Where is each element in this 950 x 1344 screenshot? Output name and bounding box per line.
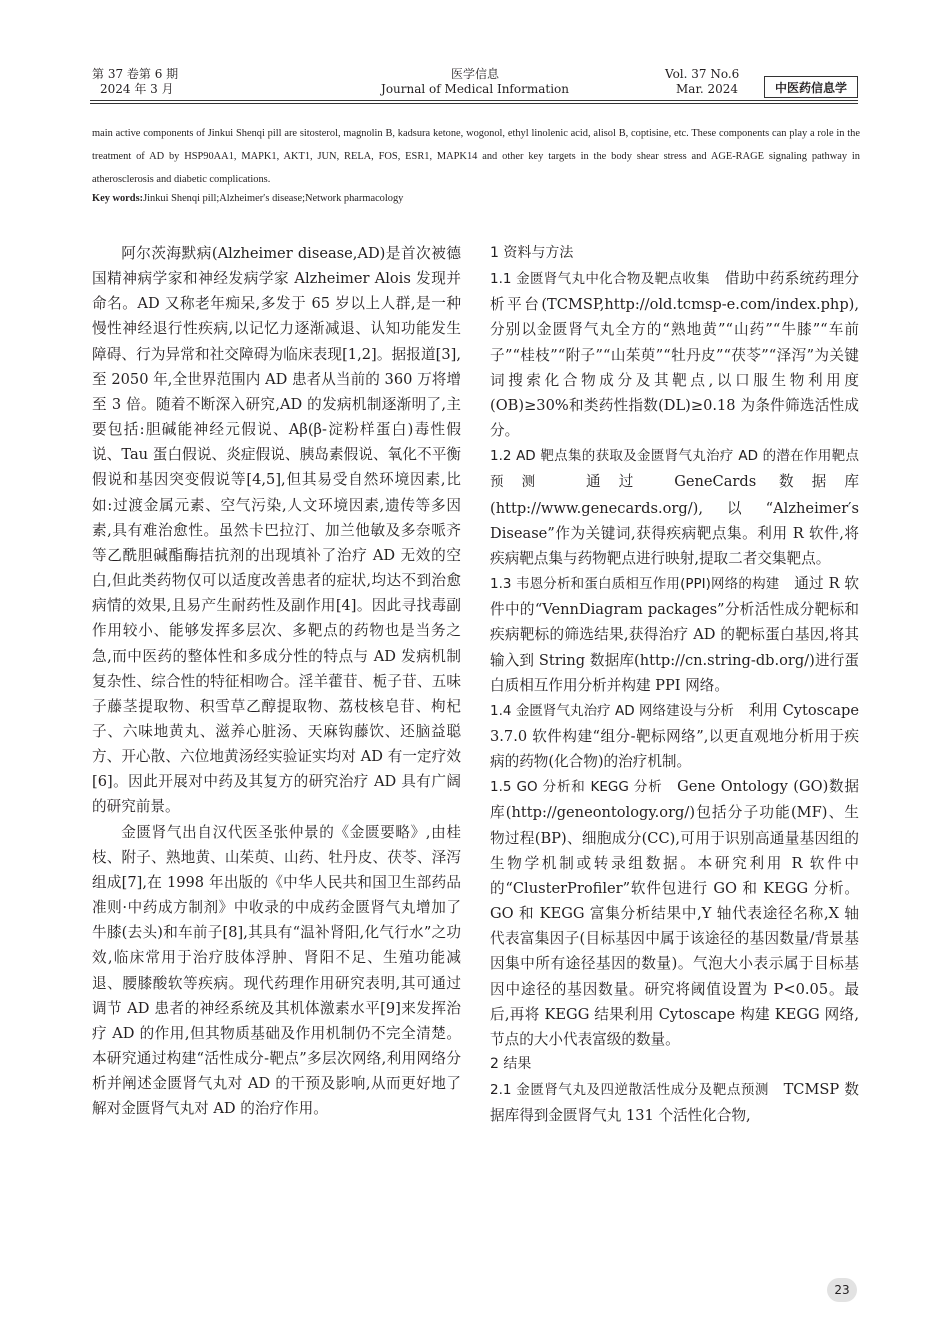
subsection-1-2-body: 通过 GeneCards 数据库(http://www.genecards.org/),以“Alzheimer′s Disease”作为关键词,获得疾病靶点集。利用 R 软件,将疾病靶点集与药物靶点进行映射,提取二者交集靶点。 bbox=[490, 473, 859, 567]
intro-paragraph-2: 金匮肾气出自汉代医圣张仲景的《金匮要略》,由桂枝、附子、熟地黄、山茱萸、山药、牡丹皮、茯苓、泽泻组成[7],在 1998 年出版的《中华人民共和国卫生部药品准则·中药成方制剂》中收录的中成药金匮肾气丸增加了牛膝(去头)和车前子[8],其具有“温补肾阳,化气行水”之功效,临床常用于治疗肢体浮肿、肾阳不足、生殖功能减退、腰膝酸软等疾病。现代药理作用研究表明,其可通过调节 AD 患者的神经系统及其机体激素水平[9]来发挥治疗 AD 的作用,但其物质基础及作用机制仍不完全清楚。本研究通过构建“活性成分-靶点”多层次网络,利用网络分析并阐述金匮肾气丸对 AD 的干预及影响,从而更好地了解对金匮肾气丸对 AD 的治疗作用。 bbox=[92, 823, 461, 1118]
keywords-text: Jinkui Shenqi pill;Alzheimer′s disease;Network pharmacology bbox=[143, 193, 404, 204]
subsection-1-5 bbox=[490, 774, 859, 1052]
subsection-1-1-title: 1.1 金匮肾气丸中化合物及靶点收集 bbox=[490, 271, 710, 288]
subsection-1-4-title: 1.4 金匮肾气丸治疗 AD 网络建设与分析 bbox=[490, 702, 734, 719]
abstract-tail: main active components of Jinkui Shenqi pill are sitosterol, magnolin B, kadsura ketone, wogonol, ethyl linolenic acid, alisol B, coptisine, etc. These components can play a role in the treatment of AD by HSP90AA1, MAPK1, AKT1, JUN, RELA, FOS, ESR1, MAPK14 and other key targets in the body shear stress and AGE-RAGE signaling pathway in atherosclerosis and diabetic complications. bbox=[92, 128, 860, 185]
section-badge: 中医药信息学 bbox=[764, 76, 858, 98]
subsection-1-1 bbox=[490, 266, 859, 443]
subsection-2-1 bbox=[490, 1077, 859, 1128]
subsection-2-1-body: TCMSP 数据库得到金匮肾气丸 131 个活性化合物, bbox=[490, 1081, 859, 1125]
subsection-1-4-body: 利用 Cytoscape 3.7.0 软件构建“组分-靶标网络”,以更直观地分析用于疾病的药物(化合物)的治疗机制。 bbox=[490, 701, 859, 771]
subsection-1-5-body: Gene Ontology (GO)数据库(http://geneontology.org/)包括分子功能(MF)、生物过程(BP)、细胞成分(CC),可用于识别高通量基因组的生物学机制或转录组数据。本研究利用 R 软件中的“ClusterProfiler”软件包进行 GO 和 KEGG 分析。GO 和 KEGG 富集分析结果中,Y 轴代表途径名称,X 轴代表富集因子(目标基因中属于该途径的基因数量/背景基因集中所有途径基因的数量)。气泡大小表示属于目标基因中途径的基因数量。研究将阈值设置为 P<0.05。最后,再将 KEGG 结果利用 Cytoscape 构建 KEGG 网络,节点的大小代表富级的数量。 bbox=[490, 778, 860, 1048]
header-date-cn: 2024 年 3 月 bbox=[100, 82, 174, 96]
subsection-1-2-title: 1.2 AD 靶点集的获取及金匮肾气丸治疗 AD 的潜在作用靶点预测 bbox=[490, 448, 859, 491]
header-date-en: Mar. 2024 bbox=[676, 82, 739, 96]
subsection-1-5-title: 1.5 GO 分析和 KEGG 分析 bbox=[490, 779, 663, 796]
keywords bbox=[92, 191, 860, 207]
header-journal-en: Journal of Medical Information bbox=[381, 82, 569, 96]
right-column bbox=[490, 241, 859, 1128]
section-heading-results: 2 结果 bbox=[490, 1056, 532, 1072]
subsection-1-3 bbox=[490, 571, 859, 698]
intro-paragraph-1: 阿尔茨海默病(Alzheimer disease,AD)是首次被德国精神病学家和神经发病学家 Alzheimer Alois 发现并命名。AD 又称老年痴呆,多发于 65 岁以上人群,是一种慢性神经退行性疾病,以记忆力逐渐减退、认知功能发生障碍、行为异常和社交障碍为临床表现[1,2]。据报道[3],至 2050 年,全世界范围内 AD 患者从当前的 360 万将增至 3 倍。随着不断深入研究,AD 的发病机制逐渐明了,主要包括:胆碱能神经元假说、Aβ(β-淀粉样蛋白)毒性假说、Tau 蛋白假说、炎症假说、胰岛素假说、氧化不平衡假说和基因突变假说等[4,5],但其易受自然环境因素,比如:过渡金属元素、空气污染,人文环境因素,遗传等多因素,具有难治愈性。虽然卡巴拉汀、加兰他敏及多奈哌齐等乙酰胆碱酯酶拮抗剂的出现填补了治疗 AD 无效的空白,但此类药物仅可以适度改善患者的症状,均达不到治愈病情的效果,且易产生耐药性及副作用[4]。因此寻找毒副作用较小、能够发挥多层次、多靶点的药物也是当务之急,而中医药的整体性和多成分性的特点与 AD 发病机制复杂性、综合性的特征相吻合。淫羊藿苷、栀子苷、五味子藤茎提取物、积雪草乙醇提取物、荔枝核皂苷、枸杞子、六味地黄丸、滋养心脏汤、天麻钩藤饮、还脑益聪方、开心散、六位地黄汤经实验证实均对 AD 有一定疗效[6]。因此开展对中药及其复方的研究治疗 AD 具有广阔的研究前景。 bbox=[92, 245, 461, 816]
subsection-1-4 bbox=[490, 698, 859, 774]
subsection-1-3-body: 通过 R 软件中的“VennDiagram packages”分析活性成分靶标和疾病靶标的筛选结果,获得治疗 AD 的靶标蛋白基因,将其输入到 String 数据库(http://cn.string-db.org/)进行蛋白质相互作用分析并构建 PPI 网络。 bbox=[490, 575, 859, 694]
keywords-label: Key words: bbox=[92, 193, 144, 204]
left-column bbox=[92, 241, 461, 1121]
header-vol-cn: 第 37 卷第 6 期 bbox=[92, 67, 179, 81]
section-heading-methods: 1 资料与方法 bbox=[490, 245, 574, 261]
header-rule bbox=[90, 100, 858, 101]
subsection-1-2 bbox=[490, 443, 859, 571]
page-number: 23 bbox=[827, 1278, 857, 1302]
header-rule-thin bbox=[90, 103, 858, 104]
header-journal-cn: 医学信息 bbox=[450, 67, 499, 81]
subsection-2-1-title: 2.1 金匮肾气丸及四逆散活性成分及靶点预测 bbox=[490, 1082, 769, 1099]
header-vol-en: Vol. 37 No.6 bbox=[665, 67, 740, 81]
header-volume-en bbox=[665, 67, 739, 97]
subsection-1-3-title: 1.3 韦恩分析和蛋白质相互作用(PPI)网络的构建 bbox=[490, 576, 780, 593]
subsection-1-1-body: 借助中药系统药理分析平台(TCMSP,http://old.tcmsp-e.com/index.php),分别以金匮肾气丸全方的“熟地黄”“山药”“牛膝”“车前子”“桂枝”“附子”“山茱萸”“牡丹皮”“茯苓”“泽泻”为关键词搜索化合物成分及其靶点,以口服生物利用度(OB)≥30%和类药性指数(DL)≥0.18 为条件筛选活性成分。 bbox=[490, 270, 859, 440]
